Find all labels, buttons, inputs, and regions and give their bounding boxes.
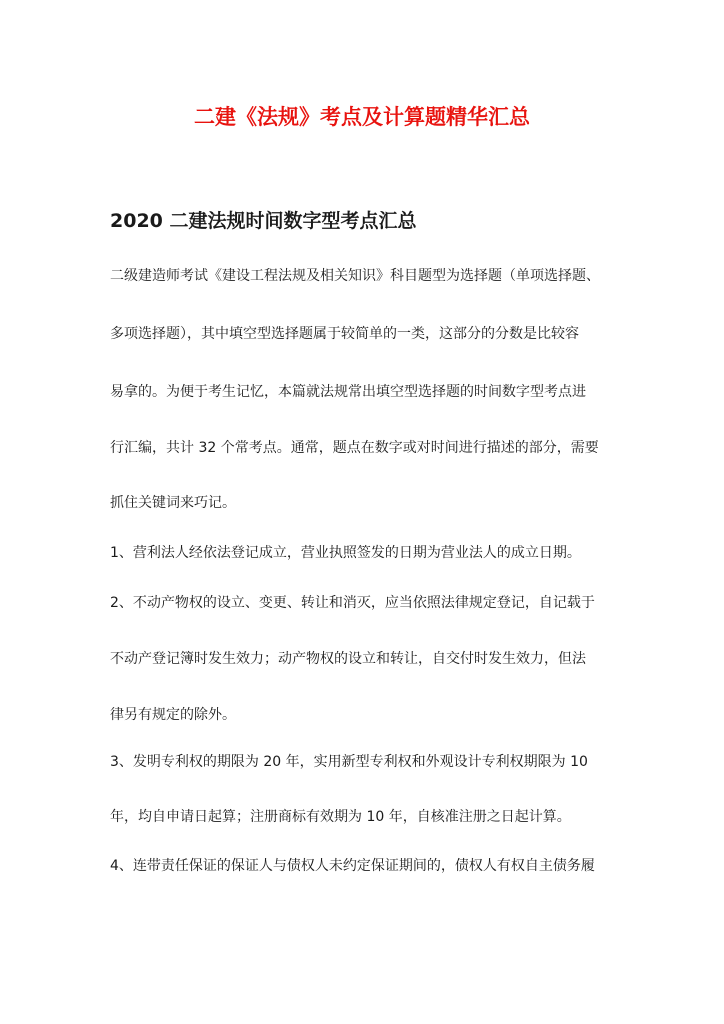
body-line: 抓住关键词来巧记。 [110,495,236,511]
body-line: 二级建造师考试《建设工程法规及相关知识》科目题型为选择题（单项选择题、 [110,268,600,284]
list-item-2: 2、不动产物权的设立、变更、转让和消灭，应当依照法律规定登记，自记载于 [110,595,595,611]
body-line: 行汇编，共计 32 个常考点。通常，题点在数字或对时间进行描述的部分，需要 [110,440,599,456]
section-heading: 2020 二建法规时间数字型考点汇总 [110,210,417,232]
body-line: 多项选择题），其中填空型选择题属于较简单的一类，这部分的分数是比较容 [110,326,579,342]
list-item-3-cont: 年，均自申请日起算；注册商标有效期为 10 年，自核准注册之日起计算。 [110,809,571,825]
list-item-3: 3、发明专利权的期限为 20 年，实用新型专利权和外观设计专利权期限为 10 [110,754,588,770]
document-title: 二建《法规》考点及计算题精华汇总 [194,105,530,129]
list-item-1: 1、营利法人经依法登记成立，营业执照签发的日期为营业法人的成立日期。 [110,545,581,561]
list-item-2-cont: 不动产登记簿时发生效力；动产物权的设立和转让，自交付时发生效力，但法 [110,651,586,667]
body-line: 易拿的。为便于考生记忆，本篇就法规常出填空型选择题的时间数字型考点进 [110,384,586,400]
list-item-4: 4、连带责任保证的保证人与债权人未约定保证期间的，债权人有权自主债务履 [110,858,595,874]
list-item-2-cont: 律另有规定的除外。 [110,707,236,723]
